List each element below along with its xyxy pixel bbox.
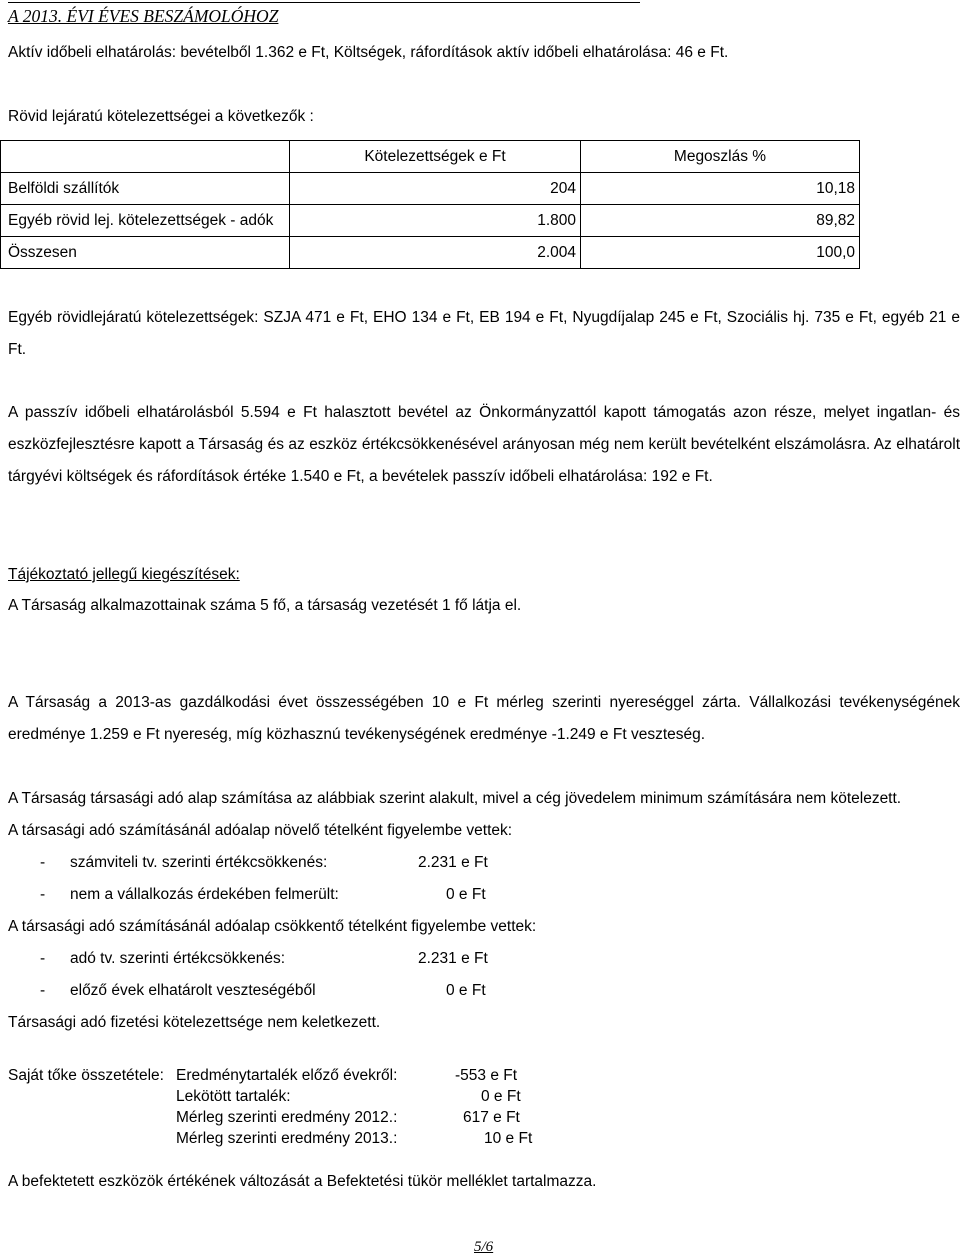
equity-item-value: 0 e Ft xyxy=(481,1088,521,1105)
equity-item-label: Lekötött tartalék: xyxy=(176,1088,291,1105)
row-label: Belföldi szállítók xyxy=(1,173,290,205)
list-item-label: számviteli tv. szerinti értékcsökkenés: xyxy=(70,854,328,871)
page-number: 5/6 xyxy=(474,1239,494,1255)
row-label: Összesen xyxy=(1,237,290,269)
list-item-value: 0 e Ft xyxy=(446,886,486,903)
table-row xyxy=(1,205,860,237)
tax-base-paragraph: A Társaság társasági adó alap számítása az alábbiak szerint alakult, mivel a cég jövedelem minimum számítására nem kötelezett. xyxy=(8,790,902,807)
header-rule xyxy=(8,2,640,3)
result-paragraph: A Társaság a 2013-as gazdálkodási évet összességében 10 e Ft mérleg szerinti nyereséggel zárta. Vállalkozási tevékenységének eredménye 1.259 e Ft nyereség, míg közhasznú tevékenységének eredménye -1.249 e Ft veszteség. xyxy=(8,694,960,743)
list-item-label: adó tv. szerinti értékcsökkenés: xyxy=(70,950,286,967)
table-row xyxy=(1,173,860,205)
list-dash: - xyxy=(40,854,46,871)
list-dash: - xyxy=(40,886,46,903)
equity-item-label: Mérleg szerinti eredmény 2012.: xyxy=(176,1109,398,1126)
decreasing-intro: A társasági adó számításánál adóalap csökkentő tételként figyelembe vettek: xyxy=(8,918,537,935)
table-header-cell xyxy=(1,141,290,173)
row-share: 100,0 xyxy=(581,237,860,269)
list-dash: - xyxy=(40,982,46,999)
list-item-label: nem a vállalkozás érdekében felmerült: xyxy=(70,886,339,903)
equity-label: Saját tőke összetétele: xyxy=(8,1067,164,1084)
table-header-cell: Kötelezettségek e Ft xyxy=(290,141,581,173)
row-label: Egyéb rövid lej. kötelezettségek - adók xyxy=(1,205,290,237)
row-share: 89,82 xyxy=(581,205,860,237)
passive-accruals-paragraph: A passzív időbeli elhatárolásból 5.594 e Ft halasztott bevétel az Önkormányzattól kapott támogatás azon része, melyet ingatlan- és eszközfejlesztésre kapott a Társaság és az eszköz értékcsökkenésével arányosan még nem került bevételként elszámolásra. Az elhatárolt tárgyévi költségek és ráfordítások értéke 1.540 e Ft, a bevételek passzív időbeli elhatárolása: 192 e Ft. xyxy=(8,404,960,485)
obligations-table xyxy=(0,140,860,269)
list-item-value: 0 e Ft xyxy=(446,982,486,999)
employees-paragraph: A Társaság alkalmazottainak száma 5 fő, a társaság vezetését 1 fő látja el. xyxy=(8,597,522,614)
other-short-term-paragraph: Egyéb rövidlejáratú kötelezettségek: SZJA 471 e Ft, EHO 134 e Ft, EB 194 e Ft, Nyugdíjalap 245 e Ft, Szociális hj. 735 e Ft, egyéb 21 e Ft. xyxy=(8,309,960,358)
equity-item-label: Mérleg szerinti eredmény 2013.: xyxy=(176,1130,398,1147)
equity-item-value: 617 e Ft xyxy=(463,1109,520,1126)
short-term-intro: Rövid lejáratú kötelezettségei a következők : xyxy=(8,108,314,125)
accruals-paragraph: Aktív időbeli elhatárolás: bevételből 1.362 e Ft, Költségek, ráfordítások aktív időbeli elhatárolása: 46 e Ft. xyxy=(8,44,729,61)
equity-item-label: Eredménytartalék előző évekről: xyxy=(176,1067,398,1084)
row-amount: 204 xyxy=(290,173,581,205)
equity-item-value: 10 e Ft xyxy=(484,1130,533,1147)
tax-liability-paragraph: Társasági adó fizetési kötelezettsége nem keletkezett. xyxy=(8,1014,381,1031)
list-item-label: előző évek elhatárolt veszteségéből xyxy=(70,982,316,999)
row-share: 10,18 xyxy=(581,173,860,205)
row-amount: 1.800 xyxy=(290,205,581,237)
info-heading: Tájékoztató jellegű kiegészítések: xyxy=(8,566,240,583)
increasing-intro: A társasági adó számításánál adóalap növelő tételként figyelembe vettek: xyxy=(8,822,513,839)
table-header-cell: Megoszlás % xyxy=(581,141,860,173)
list-item-value: 2.231 e Ft xyxy=(418,854,488,871)
list-dash: - xyxy=(40,950,46,967)
list-item-value: 2.231 e Ft xyxy=(418,950,488,967)
fixed-assets-paragraph: A befektetett eszközök értékének változását a Befektetési tükör melléklet tartalmazza. xyxy=(8,1173,597,1190)
row-amount: 2.004 xyxy=(290,237,581,269)
table-row xyxy=(1,237,860,269)
equity-item-value: -553 e Ft xyxy=(455,1067,518,1084)
document-header-title: A 2013. ÉVI ÉVES BESZÁMOLÓHOZ xyxy=(8,6,279,26)
table-header-row xyxy=(1,141,860,173)
